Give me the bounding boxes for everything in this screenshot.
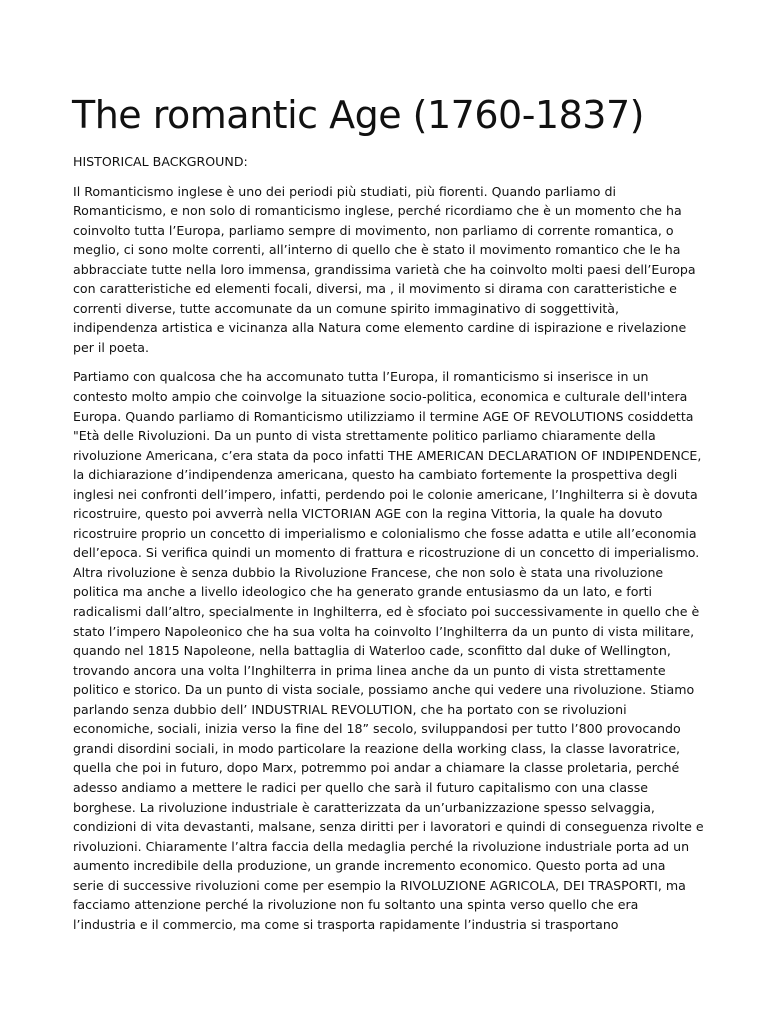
paragraph-line: grandi disordini sociali, in modo particolare la reazione della working class, la classe lavoratrice, — [73, 740, 681, 756]
paragraph-line: "Età delle Rivoluzioni. Da un punto di vista strettamente politico parliamo chiaramente della — [73, 428, 656, 444]
paragraph-line: condizioni di vita devastanti, malsane, senza diritti per i lavoratori e quindi di conseguenza rivolte e — [73, 819, 704, 835]
paragraph-line: dell’epoca. Si verifica quindi un momento di frattura e ricostruzione di un concetto di imperialismo. — [73, 545, 700, 561]
paragraph-line: ricostruire, questo poi avverrà nella VICTORIAN AGE con la regina Vittoria, la quale ha dovuto — [73, 506, 663, 522]
paragraph-line: politico e storico. Da un punto di vista sociale, possiamo anche qui vedere una rivoluzione. Stiamo — [73, 682, 695, 698]
paragraph-line: rivoluzione Americana, c’era stata da poco infatti THE AMERICAN DECLARATION OF INDIPENDENCE, — [73, 447, 702, 463]
paragraph-line: borghese. La rivoluzione industriale è caratterizzata da un’urbanizzazione spesso selvaggia, — [73, 799, 655, 815]
paragraph-line: meglio, ci sono molte correnti, all’interno di quello che è stato il movimento romantico che le ha — [73, 242, 681, 258]
paragraph-line: Europa. Quando parliamo di Romanticismo utilizziamo il termine AGE OF REVOLUTIONS cosiddetta — [73, 408, 694, 424]
paragraph-line: rivoluzioni. Chiaramente l’altra faccia della medaglia perché la rivoluzione industriale porta ad un — [73, 838, 690, 854]
paragraph-line: indipendenza artistica e vicinanza alla Natura come elemento cardine di ispirazione e rivelazione — [73, 320, 687, 336]
paragraph-line: quella che poi in futuro, dopo Marx, potremmo poi andar a chiamare la classe proletaria, perché — [73, 760, 680, 776]
paragraph-line: adesso andiamo a mettere le radici per quello che sarà il futuro capitalismo con una classe — [73, 779, 649, 795]
paragraph-line: la dichiarazione d’indipendenza americana, questo ha cambiato fortemente la prospettiva degli — [73, 467, 678, 483]
paragraph-line: parlando senza dubbio dell’ INDUSTRIAL REVOLUTION, che ha portato con se rivoluzioni — [73, 701, 627, 717]
section-heading: HISTORICAL BACKGROUND: — [73, 154, 248, 169]
paragraph-line: economiche, sociali, inizia verso la fine del 18” secolo, sviluppandosi per tutto l’800 provocando — [73, 721, 681, 737]
paragraph-line: serie di successive rivoluzioni come per esempio la RIVOLUZIONE AGRICOLA, DEI TRASPORTI, ma — [73, 877, 686, 893]
paragraph-line: aumento incredibile della produzione, un grande incremento economico. Questo porta ad una — [73, 858, 666, 874]
paragraph-line: radicalismi dall’altro, specialmente in Inghilterra, ed è sfociato poi successivamente in quello che è — [73, 604, 700, 620]
paragraph-line: politica ma anche a livello ideologico che ha generato grande entusiasmo da un lato, e forti — [73, 584, 653, 600]
paragraph-line: Il Romanticismo inglese è uno dei periodi più studiati, più fiorenti. Quando parliamo di — [73, 183, 616, 199]
paragraph-line: abbracciate tutte nella loro immensa, grandissima varietà che ha coinvolto molti paesi dell’Europa — [73, 261, 696, 277]
paragraph-line: stato l’impero Napoleonico che ha sua volta ha coinvolto l’Inghilterra da un punto di vista militare, — [73, 623, 695, 639]
paragraph-line: con caratteristiche ed elementi focali, diversi, ma , il movimento si dirama con caratteristiche e — [73, 281, 677, 297]
page-title: The romantic Age (1760-1837) — [72, 93, 644, 137]
paragraphs-container — [73, 182, 709, 935]
paragraph-line: quando nel 1815 Napoleone, nella battaglia di Waterloo cade, sconfitto dal duke of Wellington, — [73, 643, 671, 659]
paragraph-line: Romanticismo, e non solo di romanticismo inglese, perché ricordiamo che è un momento che ha — [73, 203, 682, 219]
paragraph-line: l’industria e il commercio, ma come si trasporta rapidamente l’industria si trasportano — [73, 916, 619, 932]
paragraph-2 — [73, 367, 709, 934]
paragraph-line: contesto molto ampio che coinvolge la situazione socio-politica, economica e culturale dell'intera — [73, 389, 688, 405]
paragraph-1 — [73, 182, 709, 358]
paragraph-line: facciamo attenzione perché la rivoluzione non fu soltanto una spinta verso quello che era — [73, 897, 639, 913]
paragraph-line: inglesi nei confronti dell’impero, infatti, perdendo poi le colonie americane, l’Inghilterra si è dovuta — [73, 486, 698, 502]
document-body — [73, 152, 709, 944]
paragraph-line: trovando ancora una volta l’Inghilterra in prima linea anche da un punto di vista strettamente — [73, 662, 666, 678]
paragraph-line: correnti diverse, tutte accomunate da un comune spirito immaginativo di soggettività, — [73, 300, 619, 316]
paragraph-line: per il poeta. — [73, 339, 150, 355]
paragraph-line: ricostruire proprio un concetto di imperialismo e colonialismo che fosse adatta e utile all’economia — [73, 525, 697, 541]
paragraph-line: Altra rivoluzione è senza dubbio la Rivoluzione Francese, che non solo è stata una rivoluzione — [73, 564, 664, 580]
paragraph-line: coinvolto tutta l’Europa, parliamo sempre di movimento, non parliamo di corrente romantica, o — [73, 222, 674, 238]
paragraph-line: Partiamo con qualcosa che ha accomunato tutta l’Europa, il romanticismo si inserisce in un — [73, 369, 649, 385]
